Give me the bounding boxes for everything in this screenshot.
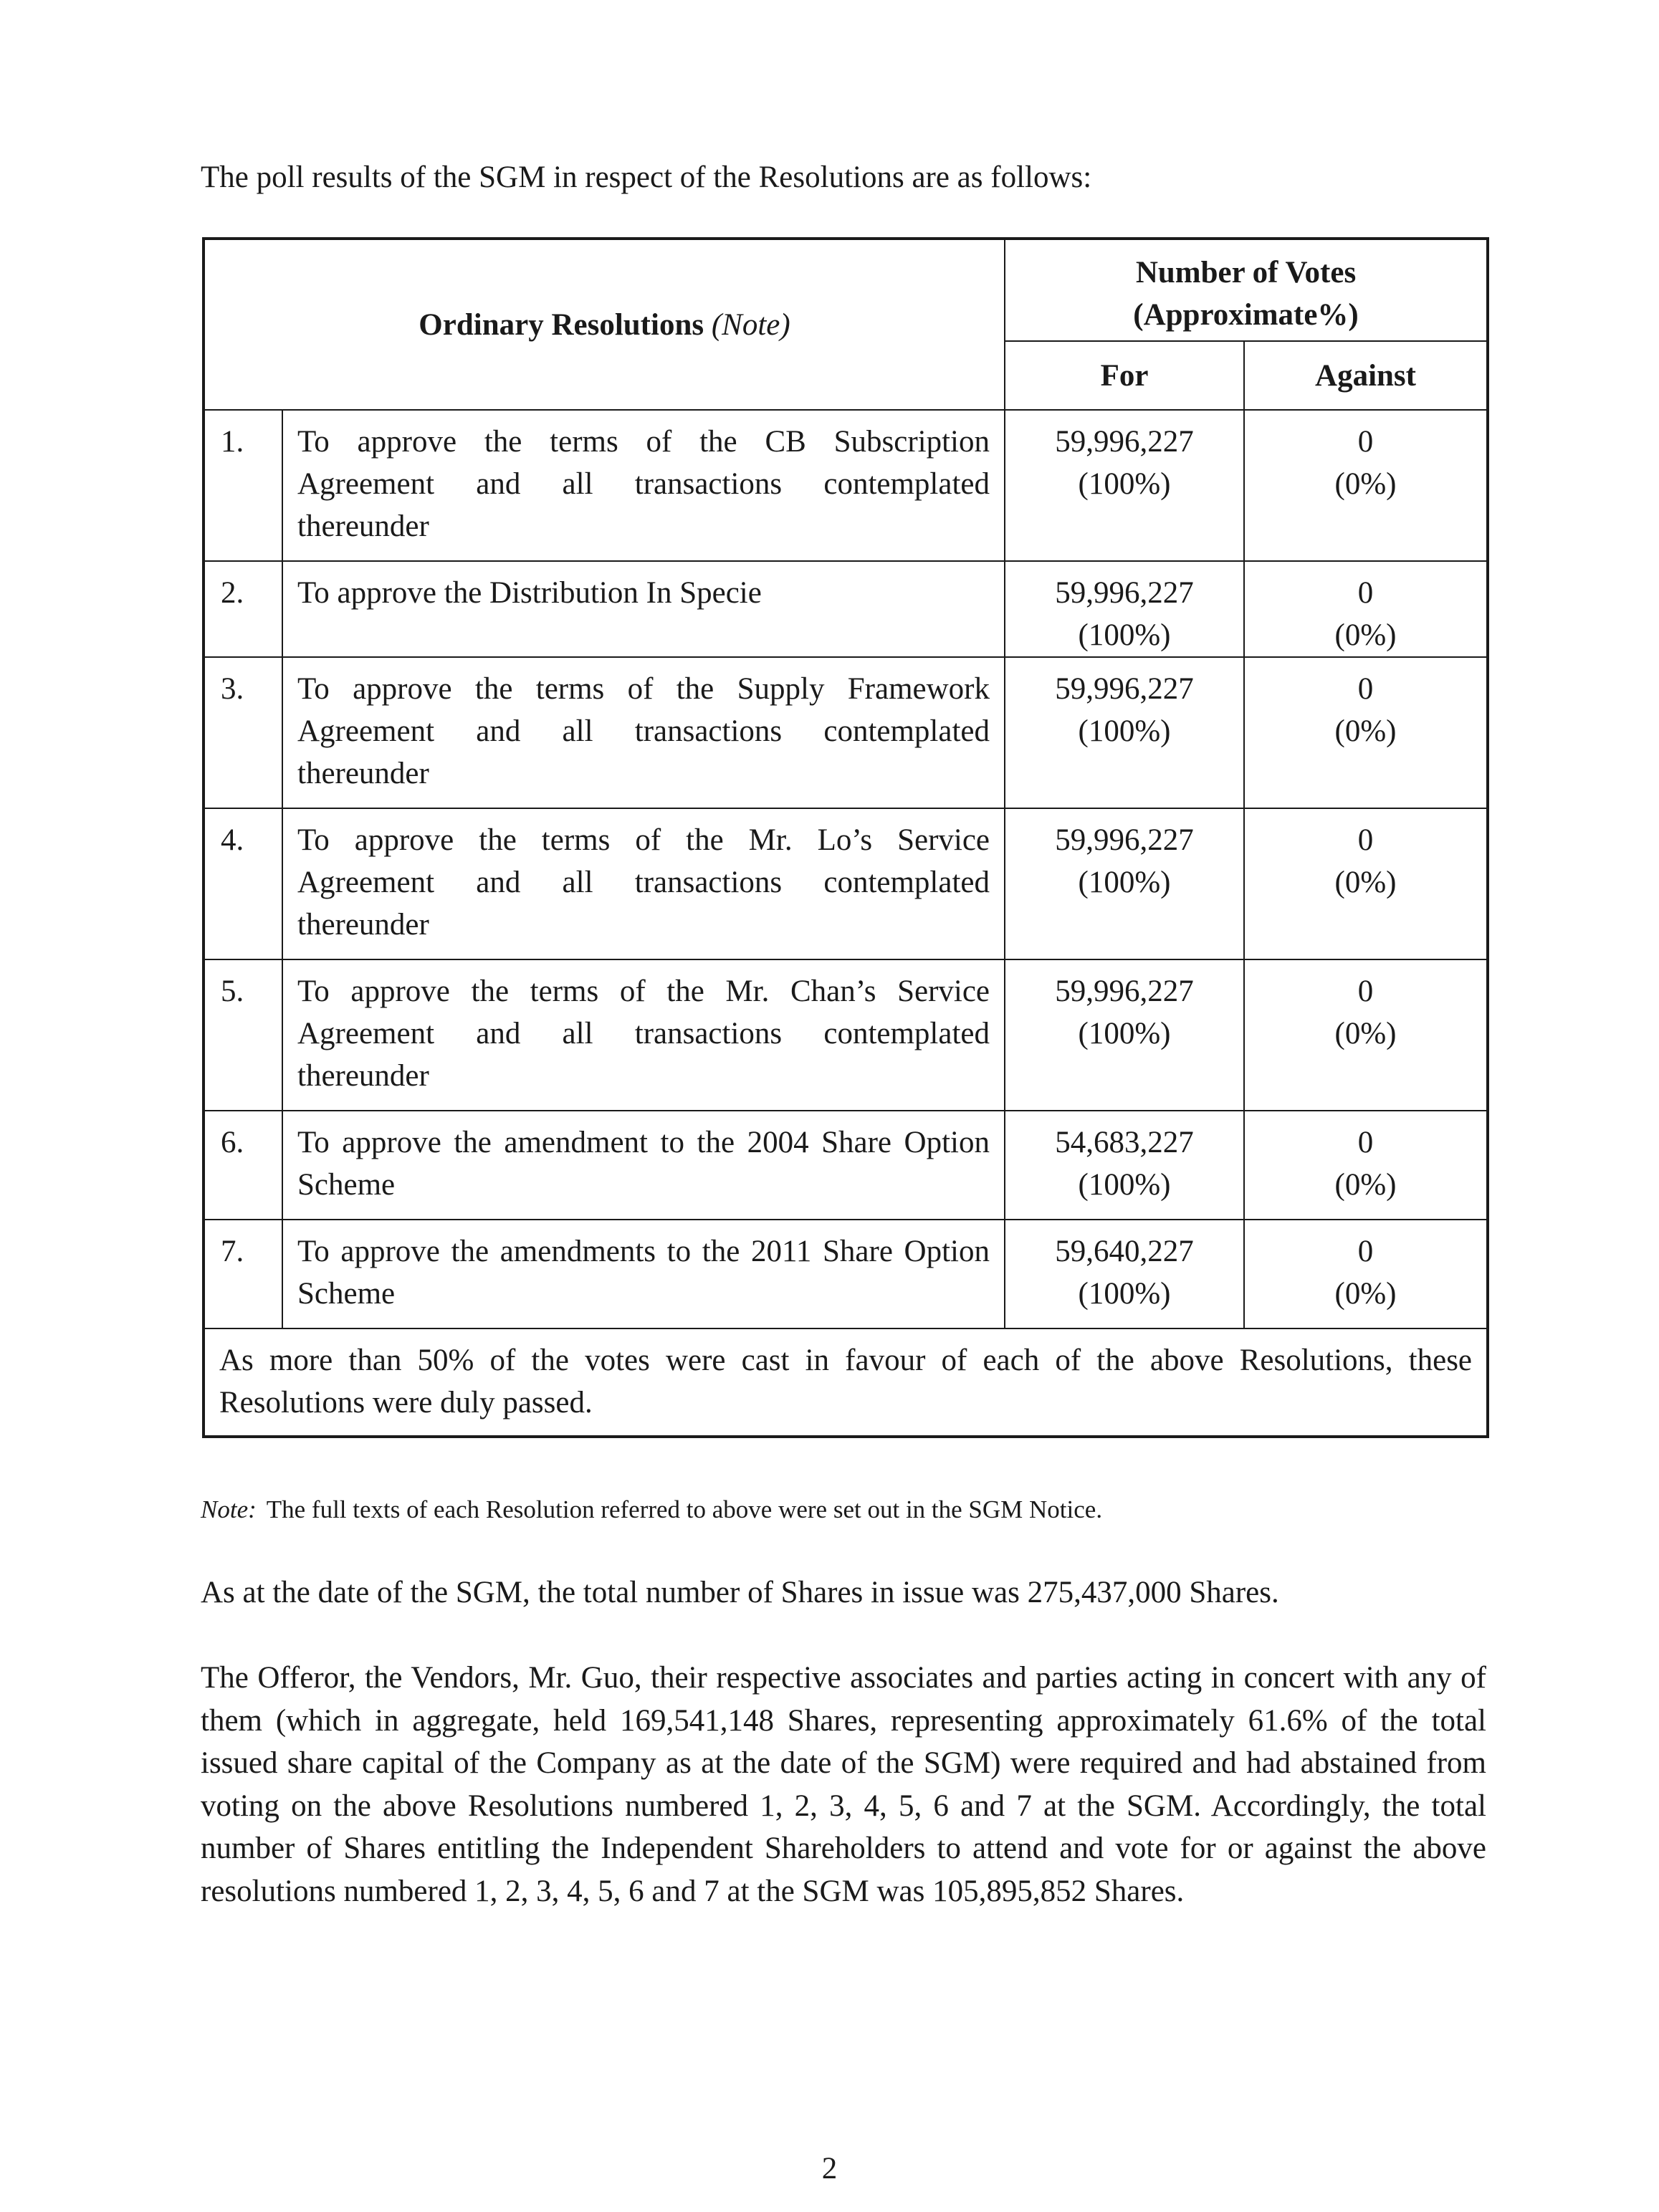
- table-row: [204, 657, 1488, 808]
- for-votes-count: 59,996,227: [1055, 823, 1194, 857]
- table-row: [204, 1111, 1488, 1220]
- table-row: [204, 808, 1488, 959]
- table-footer-text: As more than 50% of the votes were cast in favour of each of the above Resolutions, these Resolutions were duly passed.: [204, 1328, 1488, 1437]
- against-votes-percent: (0%): [1334, 1277, 1397, 1311]
- against-votes-cell: [1244, 1111, 1488, 1220]
- resolution-number: 7.: [204, 1220, 282, 1328]
- table-note: [201, 1493, 1102, 1527]
- for-votes-percent: (100%): [1078, 467, 1171, 501]
- resolution-text: To approve the terms of the Supply Framework Agreement and all transactions contemplated thereunder: [282, 657, 1005, 808]
- for-votes-count: 54,683,227: [1055, 1126, 1194, 1159]
- table-row: [204, 410, 1488, 561]
- for-votes-cell: [1005, 959, 1244, 1111]
- votes-header-line1: Number of Votes: [1135, 256, 1357, 289]
- for-votes-cell: [1005, 657, 1244, 808]
- for-votes-percent: (100%): [1078, 1277, 1171, 1311]
- against-votes-count: 0: [1357, 425, 1374, 459]
- for-votes-count: 59,996,227: [1055, 576, 1194, 610]
- for-votes-cell: [1005, 1111, 1244, 1220]
- against-votes-count: 0: [1357, 823, 1374, 857]
- resolution-number: 5.: [204, 959, 282, 1111]
- resolutions-header: [204, 239, 1005, 410]
- note-text: The full texts of each Resolution referred to above were set out in the SGM Notice.: [266, 1495, 1103, 1523]
- against-votes-cell: [1244, 808, 1488, 959]
- for-votes-count: 59,640,227: [1055, 1235, 1194, 1268]
- against-header: Against: [1244, 341, 1488, 410]
- against-votes-cell: [1244, 959, 1488, 1111]
- for-votes-cell: [1005, 1220, 1244, 1328]
- against-votes-count: 0: [1357, 1126, 1374, 1159]
- resolution-number: 4.: [204, 808, 282, 959]
- resolution-number: 1.: [204, 410, 282, 561]
- abstention-paragraph: The Offeror, the Vendors, Mr. Guo, their respective associates and parties acting in concert with any of them (which in aggregate, held 169,541,148 Shares, representing approximately 61.6% of the total issued share capital of the Company as at the date of the SGM) were required and had abstained from voting on the above Resolutions numbered 1, 2, 3, 4, 5, 6 and 7 at the SGM. Accordingly, the total number of Shares entitling the Independent Shareholders to attend and vote for or against the above resolutions numbered 1, 2, 3, 4, 5, 6 and 7 at the SGM was 105,895,852 Shares.: [201, 1661, 1486, 1908]
- against-votes-cell: [1244, 657, 1488, 808]
- for-votes-count: 59,996,227: [1055, 425, 1194, 459]
- page-number: 2: [821, 2152, 838, 2185]
- for-votes-count: 59,996,227: [1055, 672, 1194, 706]
- for-votes-percent: (100%): [1078, 866, 1171, 899]
- note-label: Note:: [201, 1495, 257, 1523]
- resolution-number: 2.: [204, 561, 282, 657]
- against-votes-cell: [1244, 1220, 1488, 1328]
- for-votes-percent: (100%): [1078, 1168, 1171, 1202]
- table-row: [204, 959, 1488, 1111]
- against-votes-percent: (0%): [1334, 1168, 1397, 1202]
- resolution-text: To approve the amendments to the 2011 Share Option Scheme: [282, 1220, 1005, 1328]
- against-votes-cell: [1244, 410, 1488, 561]
- intro-text: The poll results of the SGM in respect of the Resolutions are as follows:: [201, 161, 1092, 194]
- votes-header-line2: (Approximate%): [1133, 298, 1359, 332]
- table-header-row: [204, 239, 1488, 341]
- for-votes-percent: (100%): [1078, 1017, 1171, 1050]
- resolution-text: To approve the terms of the Mr. Lo’s Service Agreement and all transactions contemplated thereunder: [282, 808, 1005, 959]
- for-votes-percent: (100%): [1078, 714, 1171, 748]
- resolution-number: 6.: [204, 1111, 282, 1220]
- table-footer-row: [204, 1328, 1488, 1437]
- against-votes-percent: (0%): [1334, 618, 1397, 652]
- for-votes-count: 59,996,227: [1055, 975, 1194, 1008]
- against-votes-percent: (0%): [1334, 866, 1397, 899]
- against-votes-count: 0: [1357, 672, 1374, 706]
- for-votes-cell: [1005, 808, 1244, 959]
- against-votes-percent: (0%): [1334, 467, 1397, 501]
- table-row: [204, 1220, 1488, 1328]
- against-votes-count: 0: [1357, 576, 1374, 610]
- for-votes-cell: [1005, 410, 1244, 561]
- resolutions-header-label: Ordinary Resolutions: [419, 307, 704, 342]
- resolution-text: To approve the terms of the Mr. Chan’s Service Agreement and all transactions contemplated thereunder: [282, 959, 1005, 1111]
- votes-header: [1005, 239, 1488, 341]
- for-votes-cell: [1005, 561, 1244, 657]
- against-votes-count: 0: [1357, 1235, 1374, 1268]
- shares-in-issue-paragraph: As at the date of the SGM, the total number of Shares in issue was 275,437,000 Shares.: [201, 1576, 1279, 1609]
- resolutions-header-note: (Note): [711, 307, 790, 342]
- for-votes-percent: (100%): [1078, 618, 1171, 652]
- against-votes-cell: [1244, 561, 1488, 657]
- against-votes-percent: (0%): [1334, 714, 1397, 748]
- resolution-text: To approve the terms of the CB Subscription Agreement and all transactions contemplated thereunder: [282, 410, 1005, 561]
- against-votes-percent: (0%): [1334, 1017, 1397, 1050]
- resolution-text: To approve the Distribution In Specie: [282, 561, 1005, 657]
- against-votes-count: 0: [1357, 975, 1374, 1008]
- poll-results-table: [202, 237, 1489, 1438]
- resolution-text: To approve the amendment to the 2004 Share Option Scheme: [282, 1111, 1005, 1220]
- for-header: For: [1005, 341, 1244, 410]
- resolution-number: 3.: [204, 657, 282, 808]
- table-row: [204, 561, 1488, 657]
